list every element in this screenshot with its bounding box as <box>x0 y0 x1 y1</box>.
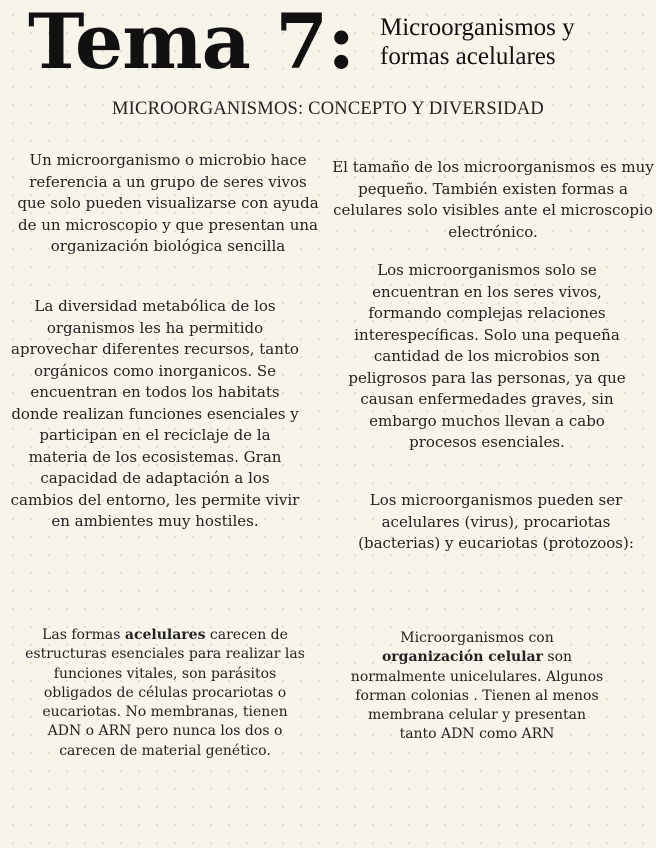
right-paragraph-4-post: son normalmente unicelulares. Algunos forman colonias . Tienen al menos membrana celular y presentan tanto ADN como ARN <box>350 649 604 743</box>
right-paragraph-4-bold: organización celular <box>381 649 543 666</box>
page-title: Tema 7: <box>28 0 355 86</box>
right-paragraph-1: El tamaño de los microorganismos es muy pequeño. También existen formas a celulares solo visibles ante el microscopio electrónico. <box>332 158 654 241</box>
left-paragraph-1: Un microorganismo o microbio hace referencia a un grupo de seres vivos que solo pueden visualizarse con ayuda de un microscopio y que presentan una organización biológica sencilla <box>17 151 319 255</box>
right-paragraph-4 <box>350 629 604 745</box>
right-paragraph-3: Los microorganismos pueden ser acelulares (virus), procariotas (bacterias) y eucariotas (protozoos): <box>358 491 634 552</box>
page-subtitle: Microorganismos y formas acelulares <box>380 14 575 70</box>
right-paragraph-2: Los microorganismos solo se encuentran en los seres vivos, formando complejas relaciones interespecíficas. Solo una pequeña cantidad de los microbios son peligrosos para las personas, ya que causan enfermedades graves, sin embargo muchos llevan a cabo procesos esenciales. <box>348 261 626 451</box>
right-paragraph-4-pre: Microorganismos con <box>400 630 554 646</box>
left-paragraph-3-bold: acelulares <box>124 627 206 643</box>
left-paragraph-3-pre: Las formas <box>42 627 125 643</box>
section-heading: MICROORGANISMOS: CONCEPTO Y DIVERSIDAD <box>112 99 544 119</box>
header <box>28 0 354 84</box>
left-paragraph-3-post: carecen de estructuras esenciales para realizar las funciones vitales, son parásitos obligados de células procariotas o eucariotas. No membranas, tienen ADN o ARN pero nunca los dos o carecen de material genético. <box>25 627 305 759</box>
left-paragraph-2: La diversidad metabólica de los organismos les ha permitido aprovechar diferentes recursos, tanto orgánicos como inorganicos. Se encuentran en todos los habitats donde realizan funciones esenciales y participan en el reciclaje de la materia de los ecosistemas. Gran capacidad de adaptación a los cambios del entorno, les permite vivir en ambientes muy hostiles. <box>10 297 300 530</box>
left-paragraph-3 <box>24 626 306 761</box>
